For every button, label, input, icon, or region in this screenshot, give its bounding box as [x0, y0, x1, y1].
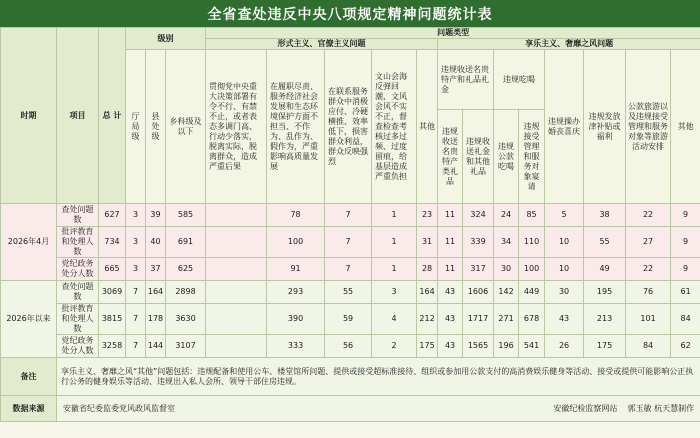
header-hedonism-other: 其他: [671, 50, 700, 204]
cell-value: 100: [267, 227, 325, 258]
cell-value: 10: [545, 227, 584, 258]
cell-value: 3: [126, 204, 146, 227]
cell-value: 34: [494, 227, 519, 258]
cell-value: 3: [126, 258, 146, 281]
cell-value: 11: [438, 204, 463, 227]
cell-value: [206, 227, 267, 258]
cell-value: 43: [438, 281, 463, 304]
cell-value: 7: [126, 304, 146, 335]
cell-value: 30: [545, 281, 584, 304]
cell-value: 61: [671, 281, 700, 304]
cell-value: 37: [146, 258, 166, 281]
cell-value: 85: [519, 204, 545, 227]
header-level-ting: 厅局级: [126, 50, 146, 204]
cell-value: 9: [671, 204, 700, 227]
cell-value: 4: [372, 304, 417, 335]
cell-value: 3815: [99, 304, 126, 335]
cell-value: 10: [545, 258, 584, 281]
header-eat: 违规吃喝: [494, 50, 545, 110]
header-total: 总 计: [99, 28, 126, 204]
cell-value: [206, 281, 267, 304]
cell-value: 333: [267, 335, 325, 358]
header-formalism-other: 其他: [417, 50, 438, 204]
cell-value: 28: [417, 258, 438, 281]
cell-value: 1: [372, 227, 417, 258]
cell-value: 5: [545, 204, 584, 227]
period-label: 2026年4月: [1, 204, 57, 281]
cell-value: 31: [417, 227, 438, 258]
cell-value: 178: [146, 304, 166, 335]
statistics-table: [0, 27, 700, 422]
cell-value: 55: [325, 281, 372, 304]
cell-value: 212: [417, 304, 438, 335]
header-wedding: 违规操办婚丧喜庆: [545, 50, 584, 204]
header-level-group: 级别: [126, 28, 206, 50]
cell-value: 101: [626, 304, 671, 335]
cell-value: 541: [519, 335, 545, 358]
cell-value: 3: [372, 281, 417, 304]
cell-value: 7: [126, 335, 146, 358]
table-title: 全省查处违反中央八项规定精神问题统计表: [0, 0, 700, 27]
cell-value: 691: [166, 227, 206, 258]
cell-value: 62: [671, 335, 700, 358]
row-item: 查处问题数: [57, 281, 99, 304]
cell-value: 84: [626, 335, 671, 358]
cell-value: 390: [267, 304, 325, 335]
cell-value: 9: [671, 227, 700, 258]
cell-value: [206, 204, 267, 227]
header-period: 时期: [1, 28, 57, 204]
cell-value: 2898: [166, 281, 206, 304]
header-item: 项目: [57, 28, 99, 204]
source-label: 数据来源: [1, 396, 57, 422]
cell-value: 164: [146, 281, 166, 304]
header-eat-public: 违规公款吃喝: [494, 110, 519, 204]
header-subsidy: 违规发放津补贴或福利: [584, 50, 626, 204]
cell-value: 3630: [166, 304, 206, 335]
cell-value: 1: [372, 204, 417, 227]
cell-value: 144: [146, 335, 166, 358]
remarks-label: 备注: [1, 358, 57, 396]
header-level-xianchu: 县 处级: [146, 50, 166, 204]
cell-value: 195: [584, 281, 626, 304]
cell-value: 734: [99, 227, 126, 258]
cell-value: 3107: [166, 335, 206, 358]
cell-value: 30: [494, 258, 519, 281]
row-item: 查处问题数: [57, 204, 99, 227]
cell-value: 175: [584, 335, 626, 358]
cell-value: 76: [626, 281, 671, 304]
cell-value: 38: [584, 204, 626, 227]
cell-value: 11: [438, 227, 463, 258]
cell-value: 22: [626, 204, 671, 227]
cell-value: 213: [584, 304, 626, 335]
cell-value: 164: [417, 281, 438, 304]
header-formalism-col-3: 在联系服务群众中消极应付、冷硬横推、效率低下，损害群众利益，群众反映强烈: [325, 50, 372, 204]
header-gift-specialty: 违规收送名贵特产类礼品: [438, 110, 463, 204]
cell-value: 59: [325, 304, 372, 335]
cell-value: [206, 258, 267, 281]
cell-value: 7: [126, 281, 146, 304]
cell-value: 55: [584, 227, 626, 258]
cell-value: 317: [463, 258, 494, 281]
cell-value: 1606: [463, 281, 494, 304]
cell-value: 24: [494, 204, 519, 227]
cell-value: 175: [417, 335, 438, 358]
row-item: 批评教育和处理人数: [57, 304, 99, 335]
cell-value: 665: [99, 258, 126, 281]
source-site: 安徽纪检监察网站: [553, 403, 618, 413]
cell-value: 7: [325, 258, 372, 281]
cell-value: 2: [372, 335, 417, 358]
cell-value: 142: [494, 281, 519, 304]
cell-value: 39: [146, 204, 166, 227]
remarks-text: 享乐主义、奢靡之风“其他”问题包括：违规配备和使用公车、楼堂馆所问题、提供或接受超标准接待、组织或参加用公款支付的高消费娱乐健身等活动、接受或提供可能影响公正执行公务的健身娱乐等活动、违规出入私人会所、领导干部住房违规。: [57, 358, 700, 396]
cell-value: 100: [519, 258, 545, 281]
header-formalism-col-2: 在履职尽责、服务经济社会发展和生态环境保护方面不担当、不作为、乱作为、假作为，严重影响高质量发展: [267, 50, 325, 204]
cell-value: 449: [519, 281, 545, 304]
header-issue-types: 问题类型: [206, 28, 700, 39]
row-item: 党纪政务处分人数: [57, 258, 99, 281]
cell-value: [206, 304, 267, 335]
cell-value: 56: [325, 335, 372, 358]
cell-value: 91: [267, 258, 325, 281]
cell-value: 1: [372, 258, 417, 281]
cell-value: 43: [438, 335, 463, 358]
cell-value: 1717: [463, 304, 494, 335]
source-text: 安徽省纪委监委党风政风监督室: [63, 403, 175, 413]
cell-value: 43: [438, 304, 463, 335]
cell-value: 110: [519, 227, 545, 258]
cell-value: [206, 335, 267, 358]
cell-value: 678: [519, 304, 545, 335]
cell-value: 84: [671, 304, 700, 335]
cell-value: 78: [267, 204, 325, 227]
header-eat-banquet: 违规接受管理和服务对象宴请: [519, 110, 545, 204]
source-credit: 郭玉敏 杭天慧制作: [627, 403, 695, 413]
cell-value: 49: [584, 258, 626, 281]
cell-value: 339: [463, 227, 494, 258]
header-gift-money: 违规收送礼金和其他礼品: [463, 110, 494, 204]
cell-value: 22: [626, 258, 671, 281]
header-formalism-group: 形式主义、官僚主义问题: [206, 39, 438, 50]
period-label: 2026年以来: [1, 281, 57, 358]
cell-value: 7: [325, 204, 372, 227]
cell-value: 271: [494, 304, 519, 335]
cell-value: 7: [325, 227, 372, 258]
header-travel: 公款旅游以及违规接受管理和服务对象等旅游活动安排: [626, 50, 671, 204]
header-formalism-col-4: 文山会海反弹回潮，文风会风不实不正，督查检查考核过多过频、过度留痕，给基层造成严重负担: [372, 50, 417, 204]
cell-value: 43: [545, 304, 584, 335]
cell-value: 627: [99, 204, 126, 227]
row-item: 批评教育和处理人数: [57, 227, 99, 258]
header-hedonism-group: 享乐主义、奢靡之风问题: [438, 39, 700, 50]
cell-value: 3: [126, 227, 146, 258]
cell-value: 3258: [99, 335, 126, 358]
cell-value: 26: [545, 335, 584, 358]
header-level-xiangke: 乡科级及以下: [166, 50, 206, 204]
cell-value: 9: [671, 258, 700, 281]
cell-value: 293: [267, 281, 325, 304]
cell-value: 196: [494, 335, 519, 358]
cell-value: 585: [166, 204, 206, 227]
header-gift: 违规收送名贵特产和礼品礼金: [438, 50, 494, 110]
source-row: [57, 396, 700, 422]
cell-value: 27: [626, 227, 671, 258]
cell-value: 324: [463, 204, 494, 227]
row-item: 党纪政务处分人数: [57, 335, 99, 358]
cell-value: 23: [417, 204, 438, 227]
cell-value: 40: [146, 227, 166, 258]
header-formalism-col-1: 贯彻党中央重大决策部署有令不行、有禁不止，或者表态多调门高、行动少落实，脱离实际，脱离群众，造成严重后果: [206, 50, 267, 204]
cell-value: 11: [438, 258, 463, 281]
cell-value: 3069: [99, 281, 126, 304]
cell-value: 1565: [463, 335, 494, 358]
cell-value: 625: [166, 258, 206, 281]
